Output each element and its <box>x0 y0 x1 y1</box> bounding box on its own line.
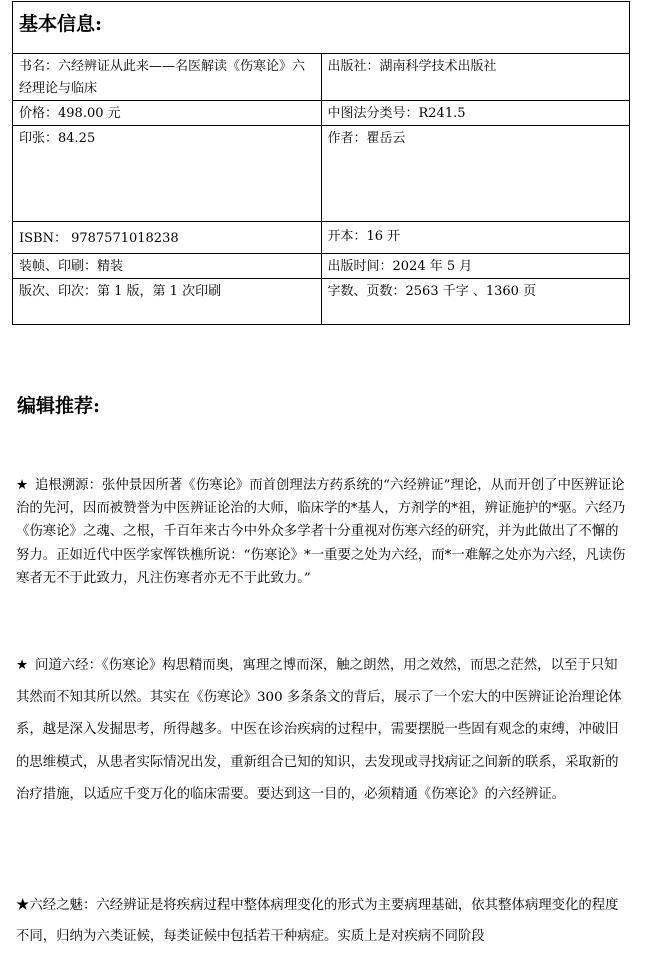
classification-cell: 中图法分类号：R241.5 <box>321 101 630 126</box>
recommend-paragraph-2 <box>16 650 628 811</box>
basic-info-table <box>12 1 630 325</box>
recommend-paragraph-1 <box>16 474 628 590</box>
recommend-paragraph-3 <box>16 890 628 952</box>
star-icon: ★ <box>16 898 30 913</box>
edition-cell: 版次、印次：第 1 版，第 1 次印刷 <box>13 279 322 325</box>
word-page-count-cell: 字数、页数：2563 千字 、1360 页 <box>321 279 630 325</box>
recommend-title: 编辑推荐: <box>17 395 101 417</box>
paragraph-text: 问道六经：《伤寒论》构思精而奥，寓理之博而深，触之朗然，用之效然，而思之茫然，以至于只知其然而不知其所以然。其实在《伤寒论》300 多条条文的背后，展示了一个宏大的中医辨证论治理论体系，越是深入发掘思考，所得越多。中医在诊治疾病的过程中，需要摆脱一些固有观念的束缚，冲破旧的思维模式，从患者实际情况出发，重新组合已知的知识，去发现或寻找病证之间新的联系，采取新的治疗措施，以适应千变万化的临床需要。要达到这一目的，必须精通《伤寒论》的六经辨证。 <box>16 658 622 802</box>
paragraph-text: 追根溯源：张仲景因所著《伤寒论》而首创理法方药系统的“六经辨证”理论，从而开创了中医辨证论治的先河，因而被赞誉为中医辨证论治的大师，临床学的*基人，方剂学的*祖，辨证施护的*驱。六经乃《伤寒论》之魂、之根，千百年来古今中外众多学者十分重视对伤寒六经的研究，并为此做出了不懈的努力。正如近代中医学家恽铁樵所说：“伤寒论》*一重要之处为六经，而*一难解之处亦为六经，凡读伤寒者无不于此致力，凡注伤寒者亦无不于此致力。” <box>16 478 626 586</box>
price-cell: 价格：498.00 元 <box>13 101 322 126</box>
basic-info-header: 基本信息: <box>13 2 630 54</box>
book-title-cell: 书名：六经辨证从此来——名医解读《伤寒论》六经理论与临床 <box>13 54 322 101</box>
star-icon: ★ <box>16 478 29 493</box>
paragraph-text: 六经之魅：六经辨证是将疾病过程中整体病理变化的形式为主要病理基础，依其整体病理变化的程度不同，归纳为六类证候，每类证候中包括若干种病症。实质上是对疾病不同阶段 <box>16 898 619 944</box>
publish-date-cell: 出版时间：2024 年 5 月 <box>321 254 630 279</box>
isbn-cell: ISBN： 9787571018238 <box>13 222 322 254</box>
sheets-cell: 印张：84.25 <box>13 126 322 222</box>
publisher-cell: 出版社：湖南科学技术出版社 <box>321 54 630 101</box>
star-icon: ★ <box>16 658 29 673</box>
binding-cell: 装帧、印刷：精装 <box>13 254 322 279</box>
format-cell: 开本：16 开 <box>321 222 630 254</box>
author-cell: 作者：瞿岳云 <box>321 126 630 222</box>
